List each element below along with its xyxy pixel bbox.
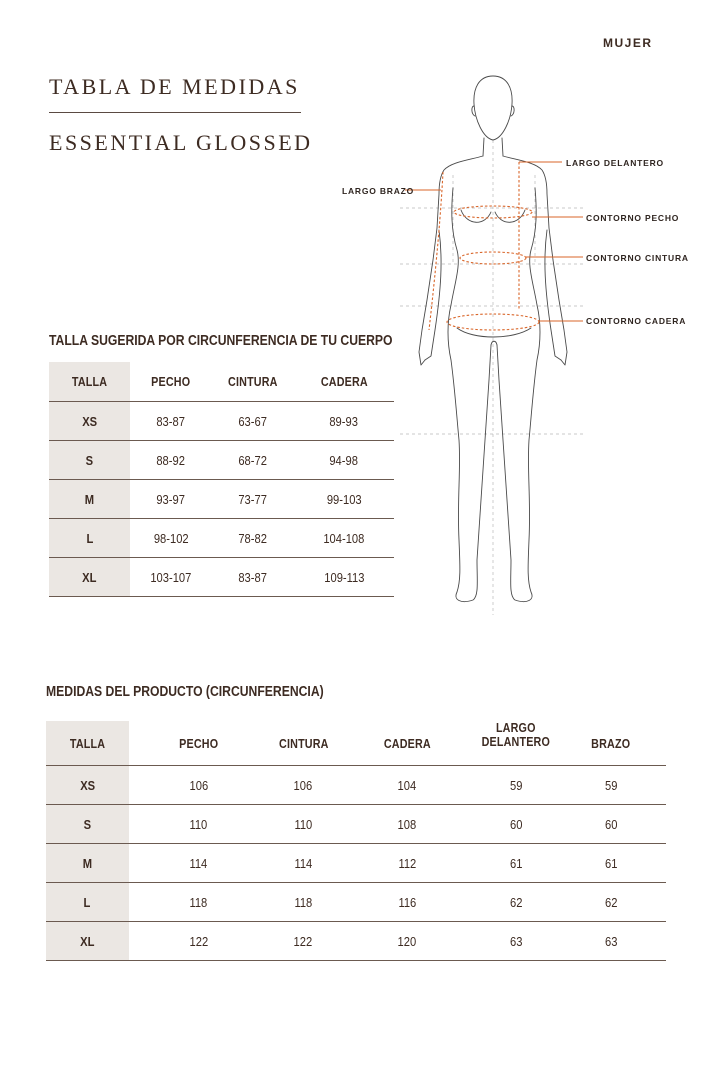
- header-cintura: CINTURA: [228, 375, 278, 389]
- table-row: [49, 480, 394, 519]
- largo-brazo-label: LARGO BRAZO: [342, 186, 415, 196]
- header-talla: TALLA: [46, 721, 129, 766]
- size-cell: L: [46, 883, 129, 922]
- header-talla: TALLA: [49, 362, 130, 402]
- measurement-marks: [429, 162, 539, 330]
- product-name: ESSENTIAL GLOSSED: [49, 130, 313, 155]
- table-cell: 78-82: [212, 519, 294, 558]
- header-cintura: CINTURA: [278, 736, 329, 751]
- left-arm-outer: [419, 156, 483, 365]
- table-cell: 104: [338, 766, 476, 805]
- contorno-pecho-label: CONTORNO PECHO: [586, 213, 680, 223]
- table-cell: 109-113: [294, 558, 394, 597]
- table-row: [49, 558, 394, 597]
- table-cell: 108: [338, 805, 476, 844]
- table-cell: 118: [269, 883, 339, 922]
- table-cell: 93-97: [130, 480, 212, 519]
- page-title: TABLA DE MEDIDAS: [49, 74, 300, 99]
- table-cell: 68-72: [212, 441, 294, 480]
- table-cell: 61: [556, 844, 666, 883]
- table-cell: 110: [269, 805, 339, 844]
- table-row: [46, 805, 666, 844]
- table-cell: 62: [476, 883, 556, 922]
- table-cell: 83-87: [130, 402, 212, 441]
- product-measurements-table: [46, 721, 666, 961]
- table-cell: 120: [338, 922, 476, 961]
- table-cell: 63: [556, 922, 666, 961]
- header-brazo: BRAZO: [591, 736, 631, 751]
- table-row: [49, 519, 394, 558]
- table-cell: 59: [556, 766, 666, 805]
- table-row: [46, 766, 666, 805]
- table-row: [46, 844, 666, 883]
- table-cell: 103-107: [130, 558, 212, 597]
- header-cadera: CADERA: [383, 736, 431, 751]
- table-cell: 122: [269, 922, 339, 961]
- right-torso-side: [530, 188, 537, 305]
- table-cell: 83-87: [212, 558, 294, 597]
- size-cell: S: [49, 441, 130, 480]
- header-pecho: PECHO: [179, 736, 219, 751]
- size-cell: M: [46, 844, 129, 883]
- header-cadera: CADERA: [320, 375, 368, 389]
- table-cell: 63: [476, 922, 556, 961]
- leader-lines: [405, 162, 583, 321]
- title-divider: [49, 112, 301, 113]
- table-header-row: [49, 362, 394, 402]
- table-row: [49, 441, 394, 480]
- product-table-title: MEDIDAS DEL PRODUCTO (CIRCUNFERENCIA): [46, 684, 324, 700]
- table-row: [46, 883, 666, 922]
- table-cell: 62: [556, 883, 666, 922]
- table-cell: 88-92: [130, 441, 212, 480]
- size-cell: M: [49, 480, 130, 519]
- table-cell: 112: [338, 844, 476, 883]
- contorno-cadera-label: CONTORNO CADERA: [586, 316, 687, 326]
- table-cell: 106: [129, 766, 269, 805]
- table-row: [49, 402, 394, 441]
- left-leg-outline: [448, 305, 491, 602]
- table-cell: 63-67: [212, 402, 294, 441]
- table-cell: 106: [269, 766, 339, 805]
- header-pecho: PECHO: [151, 375, 191, 389]
- right-leg-outline: [497, 305, 540, 602]
- header-largo-delantero: LARGO DELANTERO: [481, 721, 551, 749]
- body-measurement-figure: [395, 60, 595, 620]
- size-cell: L: [49, 519, 130, 558]
- table-cell: 89-93: [294, 402, 394, 441]
- table-cell: 94-98: [294, 441, 394, 480]
- contorno-cintura-label: CONTORNO CINTURA: [586, 253, 689, 263]
- size-cell: XL: [46, 922, 129, 961]
- body-size-table: [49, 362, 394, 597]
- size-cell: XL: [49, 558, 130, 597]
- largo-delantero-label: LARGO DELANTERO: [566, 158, 664, 168]
- body-table-title: TALLA SUGERIDA POR CIRCUNFERENCIA DE TU CUERPO: [49, 333, 393, 349]
- table-cell: 114: [269, 844, 339, 883]
- head-outline: [474, 76, 512, 140]
- table-cell: 98-102: [130, 519, 212, 558]
- category-label: MUJER: [603, 36, 653, 50]
- size-cell: S: [46, 805, 129, 844]
- table-row: [46, 922, 666, 961]
- size-cell: XS: [49, 402, 130, 441]
- table-cell: 110: [129, 805, 269, 844]
- size-cell: XS: [46, 766, 129, 805]
- table-cell: 60: [556, 805, 666, 844]
- table-cell: 73-77: [212, 480, 294, 519]
- left-torso-side: [451, 188, 458, 305]
- table-cell: 60: [476, 805, 556, 844]
- table-cell: 114: [129, 844, 269, 883]
- table-header-row: [46, 721, 666, 766]
- table-cell: 59: [476, 766, 556, 805]
- table-cell: 104-108: [294, 519, 394, 558]
- guide-lines: [400, 140, 585, 615]
- table-cell: 99-103: [294, 480, 394, 519]
- table-cell: 61: [476, 844, 556, 883]
- table-cell: 116: [338, 883, 476, 922]
- table-cell: 122: [129, 922, 269, 961]
- table-cell: 118: [129, 883, 269, 922]
